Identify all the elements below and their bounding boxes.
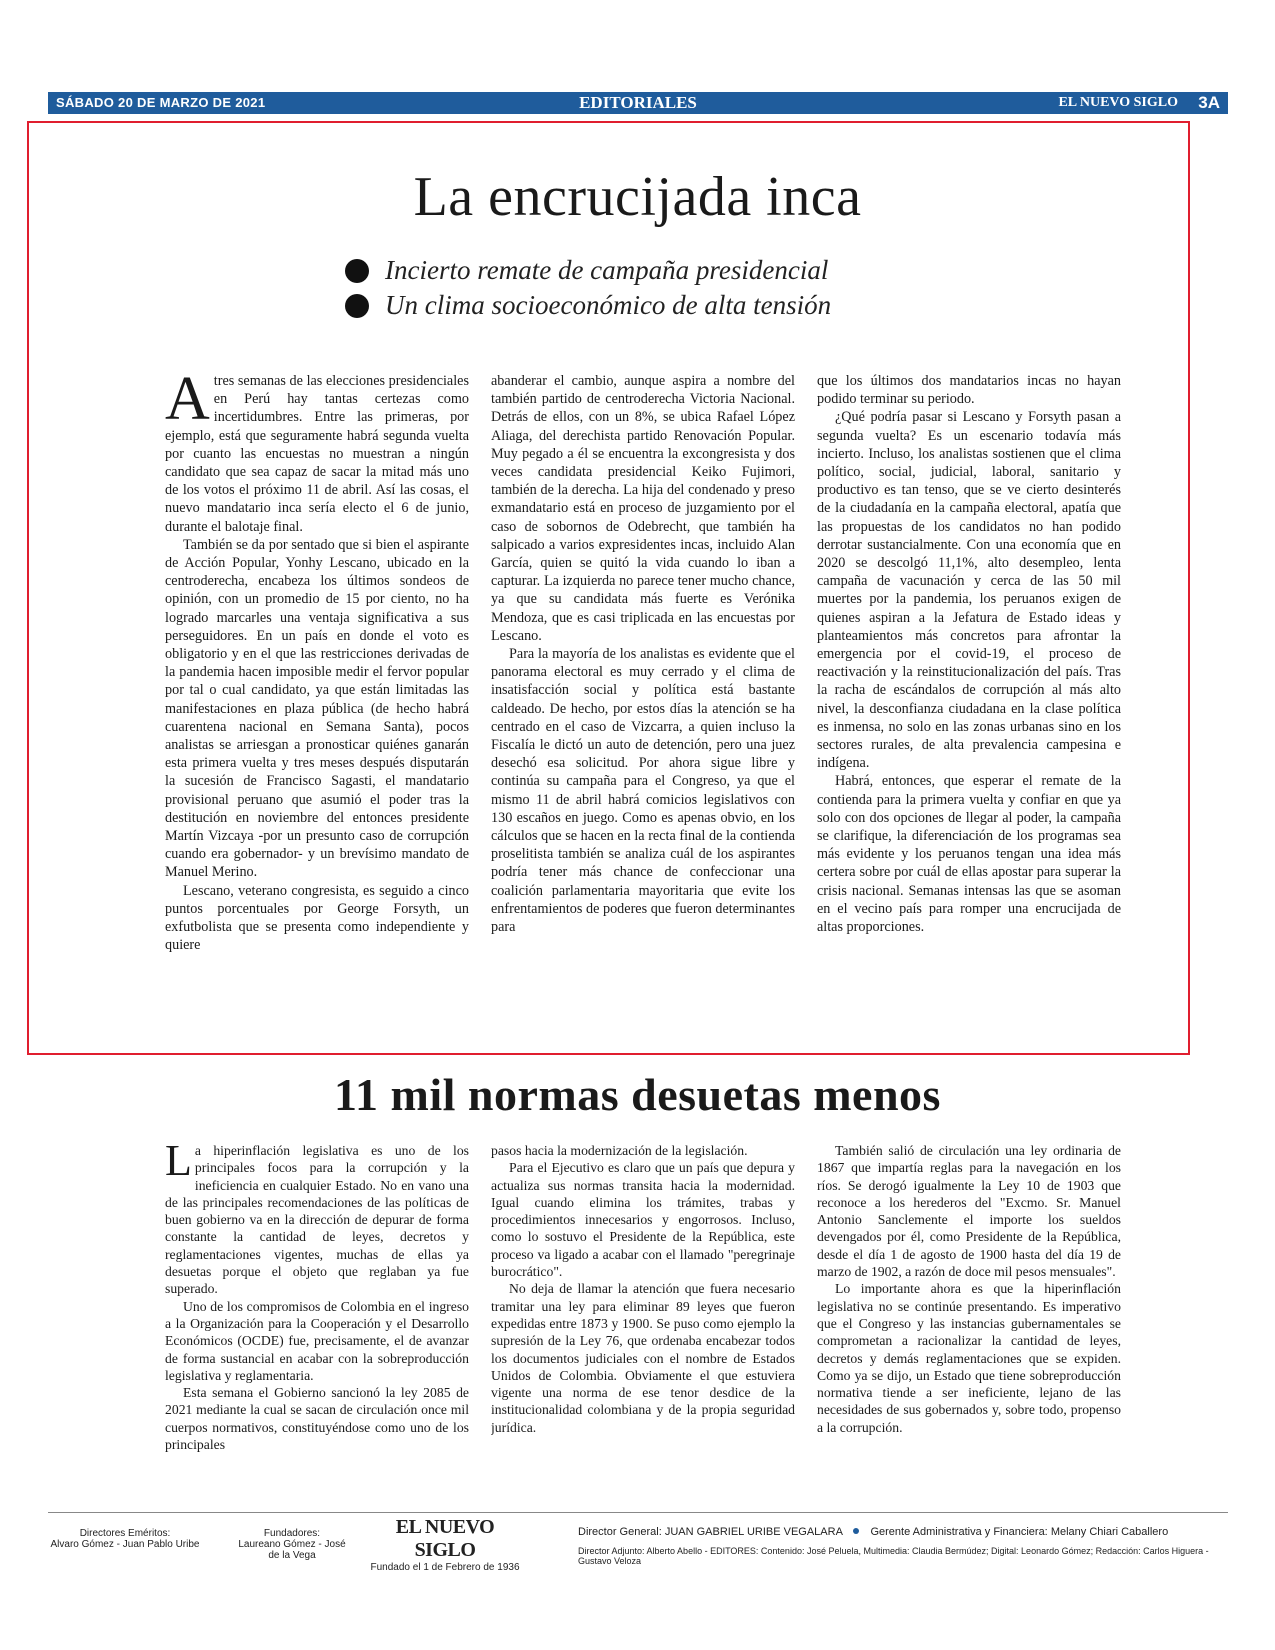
paragraph: No deja de llamar la atención que fuera necesario tramitar una ley para eliminar 89 leyes que fueron expedidas entre 1873 y 1900. Se puso como ejemplo la supresión de la Ley 76, que ordenaba encabezar todos los documentos judiciales con el nombre de Estados Unidos de Colombia. Obviamente el que estuviera vigente una norma de ese tenor desdice de la institucionalidad colombiana y de la propia seguridad jurídica. xyxy=(491,1281,795,1435)
footer-editors: Director Adjunto: Alberto Abello - EDITORES: Contenido: José Peluela, Multimedia: Claudia Bermúdez; Digital: Leonardo Gómez; Redacción: Carlos Higuera - Gustavo Veloza xyxy=(578,1546,1209,1566)
body-column-1 xyxy=(165,372,469,1042)
bullet-icon xyxy=(345,259,369,283)
paragraph: pasos hacia la modernización de la legislación. xyxy=(491,1143,748,1158)
director-name: JUAN GABRIEL URIBE VEGALARA xyxy=(664,1526,843,1538)
director-label: Director General: xyxy=(578,1526,662,1538)
paragraph: Para el Ejecutivo es claro que un país que depura y actualiza sus normas transita hacia la modernidad. Igual cuando elimina los trámites, trabas y procedimientos innecesarios y engorrosos. Incluso, como lo sostuvo el Presidente de la República, este proceso va ligado a acabar con el llamado "peregrinaje burocrático". xyxy=(491,1160,795,1280)
directors-label: Directores Eméritos: xyxy=(79,1528,171,1539)
bullet-icon xyxy=(345,294,369,318)
issue-date: SÁBADO 20 DE MARZO DE 2021 xyxy=(56,95,266,110)
editorial-2-title: 11 mil normas desuetas menos xyxy=(334,1069,941,1120)
newspaper-brand: EL NUEVO SIGLO xyxy=(1058,95,1178,110)
editorial-1-title: La encrucijada inca xyxy=(413,166,862,228)
editorial-1-subheads xyxy=(345,253,945,323)
paragraph: Esta semana el Gobierno sancionó la ley 2085 de 2021 mediante la cual se sacan de circulación once mil cuerpos normativos, constituyéndose como uno de los principales xyxy=(165,1385,469,1453)
paragraph: Lo importante ahora es que la hiperinflación legislativa no se continúe presentando. Es imperativo que el Congreso y las instancias gubernamentales se comprometan a racionalizar la cantidad de leyes, decretos y demás reglamentaciones que se expiden. Como ya se dijo, un Estado que tiene sobreproducción normativa tiende a ser ineficiente, lejano de las necesidades de sus gobernados y, sobre todo, propenso a la corrupción. xyxy=(817,1281,1121,1435)
paragraph xyxy=(165,1142,469,1298)
manager-name: Melany Chiari Caballero xyxy=(1050,1526,1169,1538)
paragraph: que los últimos dos mandatarios incas no hayan podido terminar su periodo. xyxy=(817,373,1121,408)
paragraph: abanderar el cambio, aunque aspira a nombre del también partido de centroderecha Victoria Nacional. Detrás de ellos, con un 8%, se ubica Rafael López Aliaga, del derechista partido Renovación Popular. Muy pegado a él se encuentra la excongresista y dos veces candidata presidencial Keiko Fujimori, también de la derecha. La hija del condenado y preso exmandatario está en proceso de juzgamiento por el caso de sobornos de Odebrecht, que también ha salpicado a varios expresidentes incas, incluido Alan García, quien se quitó la vida cuando lo iban a capturar. La izquierda no parece tener mucho chance, ya que su candidata más fuerte es Verónika Mendoza, que es casi triplicada en las encuestas por Lescano. xyxy=(491,373,795,644)
footer-management xyxy=(578,1526,1218,1538)
footer-divider xyxy=(48,1512,1228,1513)
footer-staff xyxy=(578,1526,1218,1566)
paragraph: Para la mayoría de los analistas es evidente que el panorama electoral es muy cerrado y el clima de insatisfacción social y política está bastante caldeado. De hecho, por estos días la atención se ha centrado en el caso de Vizcarra, a quien incluso la Fiscalía le dictó un auto de detención, pero una juez desechó esa solicitud. Por ahora sigue libre y continúa su campaña para el Congreso, ya que el mismo 11 de abril habrá comicios legislativos con 130 escaños en juego. Como es apenas obvio, en los cálculos que se hacen en la recta final de la contienda proselitista también se analiza cuál de los aspirantes podría tener más chance de confeccionar una coalición parlamentaria mayoritaria que evite los enfrentamientos de poderes que fueron determinantes para xyxy=(491,646,795,936)
directors-names: Alvaro Gómez - Juan Pablo Uribe xyxy=(50,1539,200,1550)
body-column-2 xyxy=(491,372,795,1042)
paragraph: Uno de los compromisos de Colombia en el ingreso a la Organización para la Cooperación y el Desarrollo Económicos (OCDE) fue, precisamente, el de avanzar de forma sustancial en acabar con la sobreproducción legislativa y reglamentaria. xyxy=(165,1298,469,1383)
body-column-3 xyxy=(817,1142,1121,1477)
drop-cap: A xyxy=(165,372,210,433)
paragraph xyxy=(165,372,469,536)
footer-founders xyxy=(232,1528,352,1561)
subhead-item xyxy=(345,253,945,288)
drop-cap: L xyxy=(165,1142,192,1185)
manager-label: Gerente Administrativa y Financiera: xyxy=(870,1526,1048,1538)
paragraph: Lescano, veterano congresista, es seguido a cinco puntos porcentuales por George Forsyth, un exfutbolista que se presenta como independiente y quiere xyxy=(165,882,469,954)
subhead-item xyxy=(345,288,945,323)
footer-logo-block xyxy=(370,1516,520,1573)
paragraph-text: tres semanas de las elecciones presidenciales en Perú hay tantas certezas como incertidumbres. Entre las primeras, por ejemplo, está que seguramente habrá segunda vuelta por cuanto las encuestas no muestran a ningún candidato que sea capaz de sacar la mitad más uno de los votos el próximo 11 de abril. Así las cosas, el nuevo mandatario inca sería electo el 6 de junio, durante el balotaje final. xyxy=(165,373,469,535)
separator-dot-icon xyxy=(853,1528,859,1534)
subhead-text: Incierto remate de campaña presidencial xyxy=(385,255,829,285)
section-header-bar xyxy=(48,92,1228,114)
paragraph: ¿Qué podría pasar si Lescano y Forsyth pasan a segunda vuelta? Es un escenario todavía más incierto. Incluso, los analistas sostienen que el clima político, social, judicial, laboral, sanitario y productivo es tan tenso, que se ve cierto desinterés de la ciudadanía en la campaña electoral, apatía que las propuestas de los candidatos no han podido derrotar sustancialmente. Con una economía que en 2020 se descolgó 11,1%, alto desempleo, lenta campaña de vacunación y cerca de las 50 mil muertes por la pandemia, los peruanos exigen de quienes aspiran a la Jefatura de Estado ideas y planteamientos más concretos para afrontar la emergencia por el covid-19, el proceso de reactivación y la reinstitucionalización del país. Tras la racha de escándalos de corrupción al más alto nivel, la desconfianza ciudadana en la clase política es inmensa, no solo en las zonas urbanas sino en los sectores rurales, de alta prevalencia campesina e indígena. xyxy=(817,409,1121,772)
founders-names: Laureano Gómez - José de la Vega xyxy=(238,1539,346,1561)
editorial-1-body xyxy=(165,372,1121,1042)
body-column-1 xyxy=(165,1142,469,1477)
body-column-2 xyxy=(491,1142,795,1477)
subhead-text: Un clima socioeconómico de alta tensión xyxy=(385,290,832,320)
footer-directors xyxy=(50,1528,200,1550)
paragraph: También se da por sentado que si bien el aspirante de Acción Popular, Yonhy Lescano, ubicado en la centroderecha, encabeza los últimos sondeos de opinión, con un promedio de 15 por ciento, no ha logrado marcarles una ventaja significativa a sus perseguidores. En un país en donde el voto es obligatorio y en el que las restricciones derivadas de la pandemia hacen imposible medir el fervor popular por tal o cual candidato, ya que están limitadas las manifestaciones en plaza pública (de hecho habrá cuarentena nacional en Semana Santa), pocos analistas se arriesgan a pronosticar quiénes ganarán esta primera vuelta y tres meses después disputarán la sucesión de Francisco Sagasti, el mandatario provisional peruano que asumió el poder tras la destitución en noviembre del entonces presidente Martín Vizcaya -por un presunto caso de corrupción cuando era gobernador- y un brevísimo mandato de Manuel Merino. xyxy=(165,536,469,881)
section-title: EDITORIALES xyxy=(579,93,697,112)
page-number: 3A xyxy=(1198,93,1220,112)
newspaper-logo: EL NUEVO SIGLO xyxy=(395,1516,495,1561)
paragraph: También salió de circulación una ley ordinaria de 1867 que impartía reglas para la navegación en los ríos. Se derogó igualmente la Ley 10 de 1903 que reconoce a los herederos del "Excmo. Sr. Manuel Antonio Sanclemente el importe los sueldos devengados por él, como Presidente de la República, desde el día 1 de agosto de 1900 hasta del día 19 de marzo de 1902, a razón de doce mil pesos mensuales". xyxy=(817,1143,1121,1280)
paragraph: Habrá, entonces, que esperar el remate de la contienda para la primera vuelta y confiar en que ya solo con dos opciones de llegar al poder, la campaña se clarifique, la diferenciación de los programas sea más evidente y los peruanos tengan una idea más certera sobre por cuál de ellas apostar para superar la crisis nacional. Semanas intensas las que se asoman en el vecino país para romper una encrucijada de altas proporciones. xyxy=(817,773,1121,936)
founded-date: Fundado el 1 de Febrero de 1936 xyxy=(370,1562,520,1573)
body-column-3 xyxy=(817,372,1121,1042)
editorial-2-body xyxy=(165,1142,1121,1477)
paragraph-text: a hiperinflación legislativa es uno de los principales focos para la corrupción y la ineficiencia en cualquier Estado. No en vano una de las principales recomendaciones de las políticas de buen gobierno va en la dirección de depurar de forma constante la cantidad de leyes, decretos y reglamentaciones vigentes, muchas de ellas ya desuetas porque el objeto que reglaban ya fue superado. xyxy=(165,1143,469,1297)
founders-label: Fundadores: xyxy=(263,1528,321,1539)
